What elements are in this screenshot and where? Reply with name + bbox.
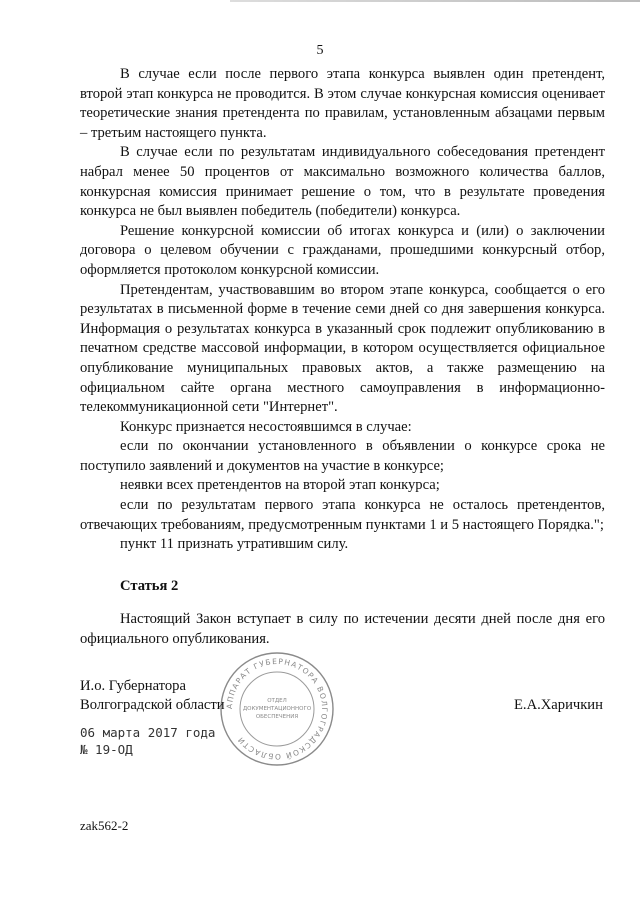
document-body [80, 65, 605, 650]
scan-edge-line [230, 0, 640, 2]
paragraph: Конкурс признается несостоявшимся в случае: [120, 418, 412, 435]
svg-text:ДОКУМЕНТАЦИОННОГО: ДОКУМЕНТАЦИОННОГО [242, 706, 312, 712]
paragraph: если по окончании установленного в объявлении о конкурсе срока не поступило заявлений и документов на участие в конкурсе; [80, 438, 605, 474]
signature-block [80, 677, 225, 715]
paragraph: В случае если после первого этапа конкурса выявлен один претендент, второй этап конкурса не проводится. В этом случае конкурсная комиссия оценивает теоретические знания претендента по правилам, установленным абзацами первым – третьим настоящего пункта. [80, 66, 605, 141]
signer-title: И.о. Губернатора [80, 678, 186, 694]
paragraph: Решение конкурсной комиссии об итогах конкурса и (или) о заключении договора о целевом обучении с гражданами, прошедшими конкурсный отбор, оформляется протоколом конкурсной комиссии. [80, 222, 605, 278]
paragraph: неявки всех претендентов на второй этап конкурса; [120, 477, 440, 494]
paragraph: В случае если по результатам индивидуального собеседования претендент набрал менее 50 процентов от максимально возможного количества баллов, конкурсная комиссия принимает решение о том, что в результате проведения конкурса не был выявлен победитель (победители) конкурса. [80, 144, 605, 220]
document-code: zak562-2 [80, 818, 129, 833]
svg-text:АППАРАТ ГУБЕРНАТОРА ВОЛГОГРАДС: АППАРАТ ГУБЕРНАТОРА ВОЛГОГРАДСКОЙ ОБЛАСТИ [224, 656, 330, 762]
article-text: Настоящий Закон вступает в силу по истечении десяти дней после дня его официального опубликования. [80, 611, 605, 648]
svg-text:ОТДЕЛ: ОТДЕЛ [267, 698, 287, 704]
paragraph: пункт 11 признать утратившим силу. [120, 536, 349, 553]
official-seal-icon [218, 650, 336, 768]
page-number: 5 [316, 43, 324, 58]
svg-text:ОБЕСПЕЧЕНИЯ: ОБЕСПЕЧЕНИЯ [255, 714, 299, 720]
paragraph: Претендентам, участвовавшим во втором этапе конкурса, сообщается о его результатах в письменной форме в течение семи дней со дня завершения конкурса. Информация о результатах конкурса в указанный срок подлежит опубликованию в печатном средстве массовой информации, в котором осуществляется официальное опубликование муниципальных правовых актов, а также размещению на официальном сайте органа местного самоуправления в информационно-телекоммуникационной сети "Интернет". [80, 281, 605, 416]
article-heading: Статья 2 [120, 577, 179, 594]
signer-region: Волгоградской области [80, 697, 225, 713]
stamp-date: 06 марта 2017 года [80, 725, 216, 740]
signer-name: Е.А.Харичкин [514, 697, 603, 713]
registration-stamp [80, 724, 215, 758]
stamp-number: № 19-ОД [80, 742, 133, 757]
paragraph: если по результатам первого этапа конкурса не осталось претендентов, отвечающих требованиям, предусмотренным пунктами 1 и 5 настоящего Порядка."; [80, 497, 605, 533]
